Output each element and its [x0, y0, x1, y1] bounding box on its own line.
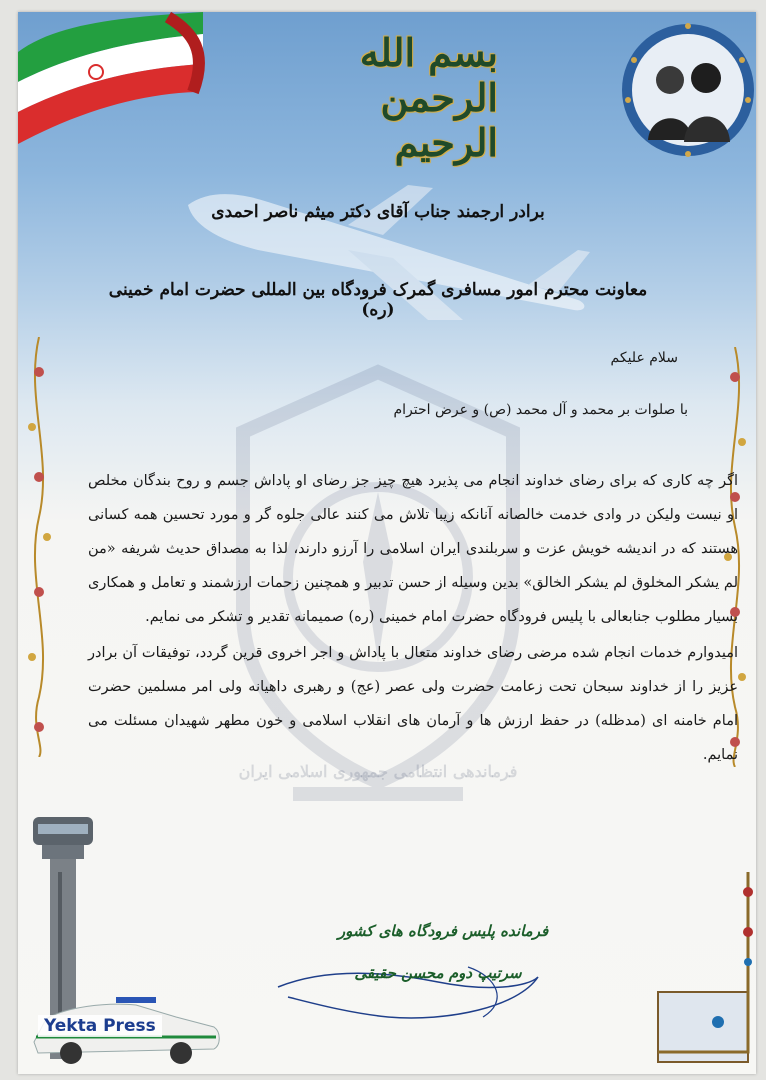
greeting: سلام علیکم [610, 350, 678, 366]
recipient-position-line: معاونت محترم امور مسافری گمرک فرودگاه بین المللی حضرت امام خمینی (ره) [108, 280, 648, 320]
signatory-name: سرتیپ دوم محسن حقیقی [354, 964, 522, 982]
handwritten-signature [268, 947, 548, 1027]
signatory-title: فرمانده پلیس فرودگاه های کشور [337, 922, 549, 940]
emblem-caption: فرماندهی انتظامی جمهوری اسلامی ایران [238, 762, 518, 781]
iran-flag-image [18, 12, 218, 162]
body-paragraph-1: اگر چه کاری که برای رضای خداوند انجام می پذیرد هیچ چیز جز رضای او پاداش جسم و روح بندگان مخلص او نیست ولیکن در وادی خدمت خالصانه آنانکه زیبا تلاش می کنند عالی جلوه گر و مورد تحسین همه کسانی هستند که در اندیشه خویش عزت و سربلندی ایران اسلامی را آرزو دارند، لذا به مصداق حدیث شریفه «من لم یشکر المخلوق لم یشکر الخالق» بدین وسیله از حسن تدبیر و همچنین زحمات ارزشمند و تعامل و همکاری بسیار مطلوب جنابعالی با پلیس فرودگاه حضرت امام خمینی (ره) صمیمانه تقدیر و تشکر می نمایم. [88, 473, 738, 625]
leaders-portrait-image [618, 20, 756, 160]
basmala-calligraphy: بسم الله الرحمن الرحیم [359, 30, 498, 165]
publisher-watermark: Yekta Press [38, 1015, 162, 1037]
corner-ornament [648, 872, 756, 1072]
letter-body [88, 464, 738, 774]
left-floral-ornament [20, 337, 58, 757]
body-paragraph-2: امیدوارم خدمات انجام شده مرضی رضای خداوند متعال با پاداش و اجر اخروی قرین گردد، توفیقات آن برادر عزیز را از خداوند سبحان تحت زعامت حضرت ولی عصر (عج) و رهبری داهیانه ولی امر مسلمین حضرت امام خامنه ای (مدظله) در حفظ ارزش ها و آرمان های انقلاب اسلامی و خون مطهر شهیدان مسئلت می نمایم. [88, 645, 738, 763]
certificate-paper [18, 12, 756, 1074]
salawat-line: با صلوات بر محمد و آل محمد (ص) و عرض احترام [393, 402, 688, 418]
recipient-line: برادر ارجمند جناب آقای دکتر میثم ناصر احمدی [211, 202, 545, 222]
